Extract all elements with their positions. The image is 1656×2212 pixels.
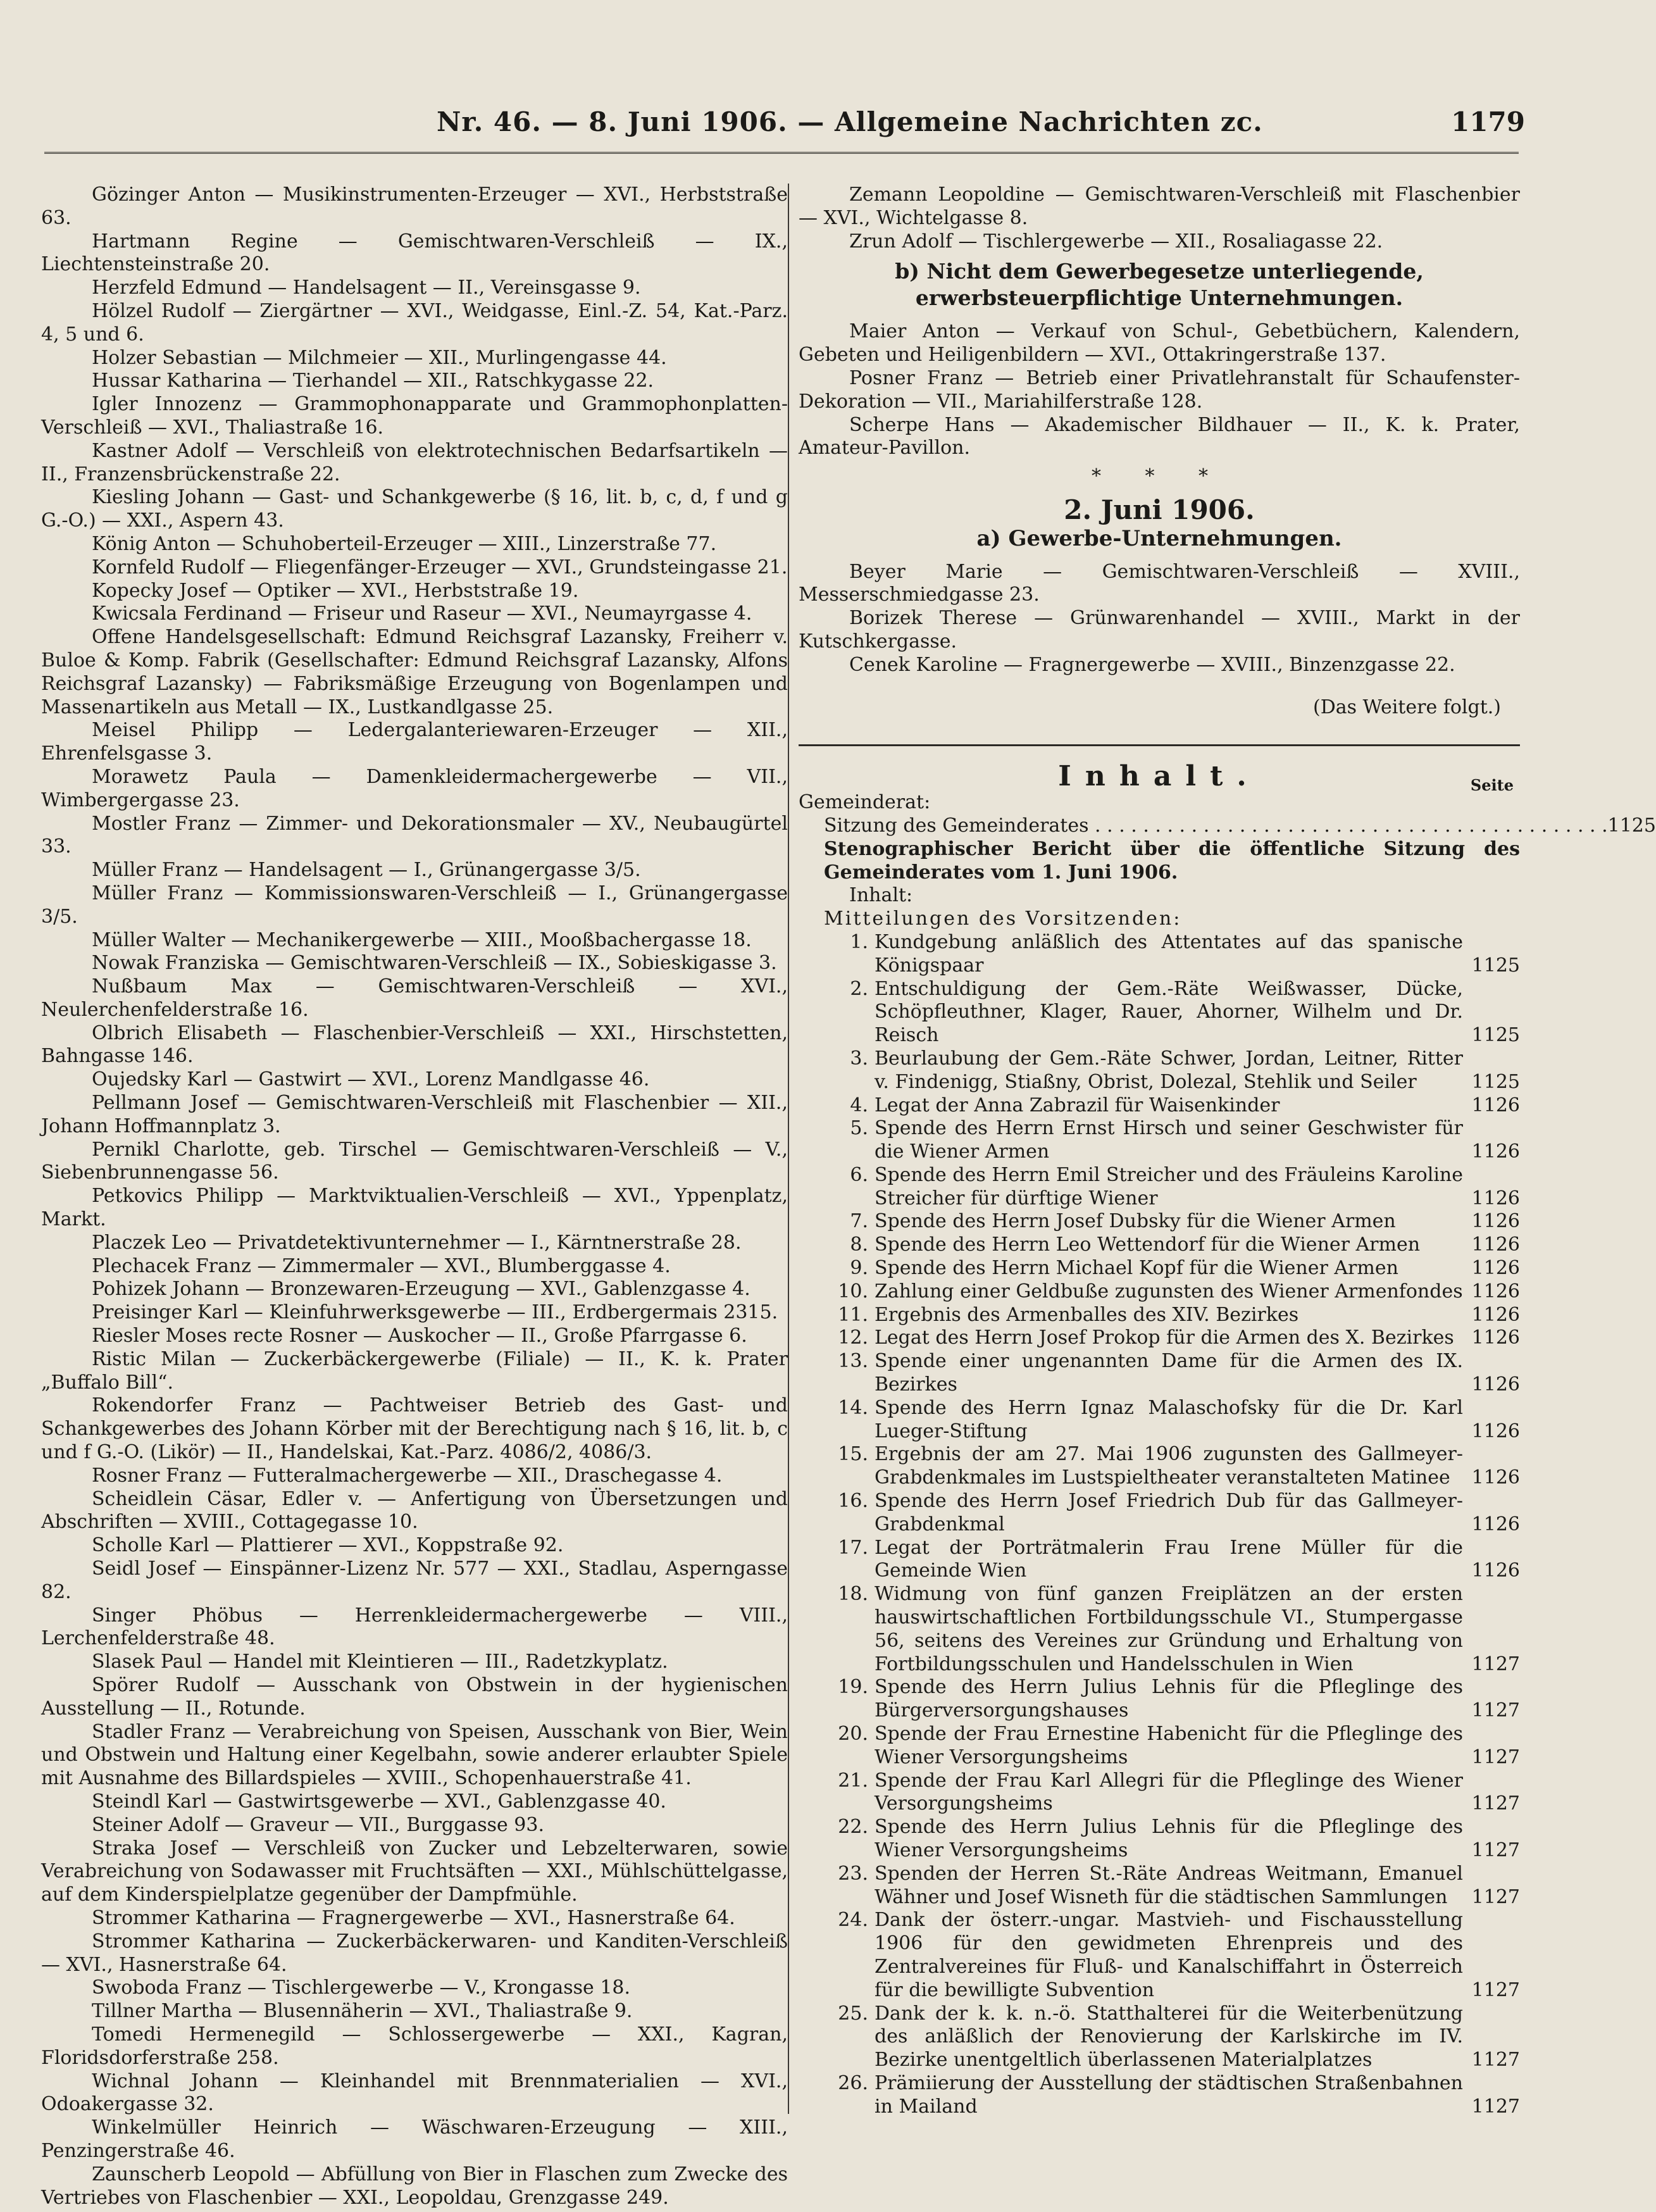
toc-item-text: Spende der Frau Karl Allegri für die Pfleglinge des Wiener Versorgungsheims [875, 1769, 1463, 1815]
toc-item-text: Legat der Porträtmalerin Frau Irene Müller für die Gemeinde Wien [875, 1536, 1463, 1582]
toc-item-text: Dank der k. k. n.-ö. Statthalterei für die Weiterbenützung des anläßlich der Renovierung der Karlskirche im IV. Bezirke unentgeltlich überlassenen Materialplatzes [875, 2002, 1463, 2071]
register-entry: Pohizek Johann — Bronzewaren-Erzeugung — XVI., Gablenzgasse 4. [92, 1278, 750, 1301]
toc-item-number: 17. [838, 1536, 868, 1559]
toc-item-page: 1126 [1471, 1559, 1520, 1582]
register-entry: Kornfeld Rudolf — Fliegenfänger-Erzeuger — XVI., Grundsteingasse 21. [92, 556, 788, 578]
toc-item [799, 1583, 1520, 1676]
toc-item-page: 1127 [1471, 1699, 1520, 1722]
toc-item [799, 1047, 1520, 1094]
toc-item-text: Spenden der Herren St.-Räte Andreas Weitmann, Emanuel Wähner und Josef Wisneth für die städtischen Sammlungen [875, 1862, 1463, 1908]
toc-item-text: Spende des Herrn Leo Wettendorf für die Wiener Armen [875, 1234, 1421, 1256]
toc-item-page: 1126 [1471, 1466, 1520, 1489]
toc-item-number: 22. [838, 1816, 868, 1839]
toc-item-number: 24. [838, 1909, 868, 1932]
toc-item [799, 1210, 1520, 1234]
toc-item-text: Dank der österr.-ungar. Mastvieh- und Fischausstellung 1906 für den gewidmeten Ehrenpreis und des Zentralvereines für Fluß- und Kanalschiffahrt in Österreich für die bewilligte Subvention [875, 1909, 1463, 2001]
toc-item-page: 1126 [1471, 1210, 1520, 1233]
toc-item-page: 1126 [1471, 1257, 1520, 1280]
register-entry: Hussar Katharina — Tierhandel — XII., Ratschkygasse 22. [92, 370, 654, 392]
register-entry: Swoboda Franz — Tischlergewerbe — V., Krongasse 18. [92, 1977, 631, 1999]
toc-item-page: 1127 [1471, 1653, 1520, 1675]
toc-item [799, 1327, 1520, 1350]
toc-item-text: Ergebnis des Armenballes des XIV. Bezirkes [875, 1303, 1299, 1326]
toc-title [799, 760, 1520, 795]
toc-item [799, 1863, 1520, 1909]
toc-item-text: Legat des Herrn Josef Prokop für die Armen des X. Bezirkes [875, 1327, 1454, 1349]
register-entry: Straka Josef — Verschleiß von Zucker und Lebzelterwaren, sowie Verabreichung von Sodawasser mit Fruchtsäften — XXI., Mühlschüttelgasse, auf dem Kinderspielplatze gegenüber der Dampfmühle. [41, 1837, 788, 1906]
toc-item-text: Ergebnis der am 27. Mai 1906 zugunsten des Gallmeyer-Grabdenkmales im Lustspieltheater veranstalteten Matinee [875, 1443, 1463, 1489]
toc-item-number: 14. [838, 1396, 868, 1419]
right-top-entries [799, 184, 1520, 253]
register-entry: Cenek Karoline — Fragnergewerbe — XVIII., Binzenzgasse 22. [849, 653, 1455, 676]
register-entry: Zaunscherb Leopold — Abfüllung von Bier in Flaschen zum Zwecke des Vertriebes von Flaschenbier — XXI., Leopoldau, Grenzgasse 249. [41, 2163, 788, 2209]
toc-item [799, 1676, 1520, 1723]
toc-bericht: Stenographischer Bericht über die öffentliche Sitzung des Gemeinderates vom 1. Juni 1906. [824, 837, 1520, 884]
toc-item-number: 9. [850, 1257, 868, 1280]
toc-sitzung-text: Sitzung des Gemeinderates . . . . . . . . . . . . . . . . . . . . . . . . . . . . . . . . . . . . . . . . . . . [824, 814, 1608, 837]
section-b-heading: b) Nicht dem Gewerbegesetze unterliegende, erwerbsteuerpflichtige Unternehmungen. [895, 259, 1424, 311]
toc-item-number: 11. [838, 1303, 868, 1326]
toc-item-number: 10. [838, 1280, 868, 1303]
register-entry: Stadler Franz — Verabreichung von Speisen, Ausschank von Bier, Wein und Obstwein und Haltung einer Kegelbahn, sowie anderer erlaubter Spiele mit Ausnahme des Billardspieles — XVIII., Schopenhauerstraße 41. [41, 1720, 788, 1790]
register-entry: Igler Innozenz — Grammophonapparate und Grammophonplatten-Verschleiß — XVI., Thaliastraße 16. [41, 393, 788, 439]
register-entry: Borizek Therese — Grünwarenhandel — XVIII., Markt in der Kutschkergasse. [799, 607, 1520, 653]
toc-item-text: Spende des Herrn Michael Kopf für die Wiener Armen [875, 1257, 1398, 1280]
toc-item-text: Widmung von fünf ganzen Freiplätzen an der ersten hauswirtschaftlichen Fortbildungsschule VI., Stumpergasse 56, seitens des Vereines zur Gründung und Erhaltung von Fortbildungsschulen und Handelsschulen in Wien [875, 1583, 1463, 1675]
toc-item [799, 1816, 1520, 1863]
toc-item-number: 5. [850, 1117, 868, 1140]
toc-item-number: 4. [850, 1094, 868, 1116]
toc-rule [799, 744, 1520, 746]
toc-item-number: 18. [838, 1583, 868, 1606]
toc-item [799, 1350, 1520, 1397]
toc-item-number: 21. [838, 1769, 868, 1792]
toc-item-page: 1126 [1471, 1280, 1520, 1303]
date-heading: 2. Juni 1906. [1064, 494, 1255, 525]
register-entry: Preisinger Karl — Kleinfuhrwerksgewerbe — III., Erdbergermais 2315. [92, 1301, 778, 1324]
toc-item-text: Spende der Frau Ernestine Habenicht für die Pfleglinge des Wiener Versorgungsheims [875, 1723, 1463, 1768]
register-entry: Nowak Franziska — Gemischtwaren-Verschleiß — IX., Sobieskigasse 3. [92, 952, 777, 975]
toc-item [799, 1094, 1520, 1118]
left-column [41, 184, 788, 2209]
register-entry: Pernikl Charlotte, geb. Tirschel — Gemischtwaren-Verschleiß — V., Siebenbrunnengasse 56. [41, 1138, 788, 1184]
page-number: 1179 [1451, 106, 1525, 137]
toc-item-page: 1126 [1471, 1234, 1520, 1256]
toc-gemeinderat-label: Gemeinderat: [799, 791, 931, 814]
register-entry: Strommer Katharina — Fragnergewerbe — XVI., Hasnerstraße 64. [92, 1906, 735, 1929]
toc-item [799, 1723, 1520, 1770]
toc-item-page: 1125 [1471, 1024, 1520, 1047]
toc-item-page: 1127 [1471, 2049, 1520, 2071]
toc-item-number: 20. [838, 1723, 868, 1746]
toc-item-text: Spende des Herrn Josef Friedrich Dub für das Gallmeyer-Grabdenkmal [875, 1490, 1463, 1535]
toc-item [799, 1537, 1520, 1584]
toc-item-text: Legat der Anna Zabrazil für Waisenkinder [875, 1094, 1280, 1116]
register-entry: Müller Franz — Kommissionswaren-Verschleiß — I., Grünangergasse 3/5. [41, 882, 788, 928]
register-entry: Mostler Franz — Zimmer- und Dekorationsmaler — XV., Neubaugürtel 33. [41, 812, 788, 858]
date-subheading: a) Gewerbe-Unternehmungen. [976, 525, 1342, 551]
toc-item [799, 978, 1520, 1047]
register-entry: Oujedsky Karl — Gastwirt — XVI., Lorenz Mandlgasse 46. [92, 1068, 650, 1091]
register-entry: Gözinger Anton — Musikinstrumenten-Erzeuger — XVI., Herbststraße 63. [41, 184, 788, 229]
toc-inhalt-label: Inhalt: [849, 884, 913, 907]
register-entry: Steindl Karl — Gastwirtsgewerbe — XVI., Gablenzgasse 40. [92, 1790, 666, 1813]
toc-title-text: Inhalt. [1058, 760, 1261, 793]
register-entry: Kopecky Josef — Optiker — XVI., Herbststraße 19. [92, 579, 579, 602]
toc-item [799, 2072, 1520, 2119]
column-divider [788, 184, 789, 2114]
toc-item-page: 1126 [1471, 1373, 1520, 1396]
date-entries [799, 561, 1520, 677]
register-entry: König Anton — Schuhoberteil-Erzeuger — XIII., Linzerstraße 77. [92, 532, 717, 555]
toc-item-text: Spende des Herrn Emil Streicher und des Fräuleins Karoline Streicher für dürftige Wiener [875, 1163, 1463, 1209]
toc-item-text: Spende des Herrn Ernst Hirsch und seiner Geschwister für die Wiener Armen [875, 1117, 1463, 1163]
toc-item-text: Spende einer ungenannten Dame für die Armen des IX. Bezirkes [875, 1350, 1463, 1396]
toc-item-page: 1127 [1471, 1885, 1520, 1908]
toc-item-page: 1126 [1471, 1420, 1520, 1442]
toc-item-page: 1125 [1471, 1070, 1520, 1093]
register-entry: Müller Walter — Mechanikergewerbe — XIII., Mooßbachergasse 18. [92, 928, 752, 951]
register-entry: Meisel Philipp — Ledergalanteriewaren-Erzeuger — XII., Ehrenfelsgasse 3. [41, 719, 788, 765]
toc-item-number: 19. [838, 1676, 868, 1699]
toc-item-text: Spende des Herrn Josef Dubsky für die Wiener Armen [875, 1210, 1396, 1233]
register-entry: Petkovics Philipp — Marktviktualien-Verschleiß — XVI., Yppenplatz, Markt. [41, 1185, 788, 1231]
header-rule [44, 144, 1519, 154]
register-entry: Offene Handelsgesellschaft: Edmund Reichsgraf Lazansky, Freiherr v. Buloe & Komp. Fabrik (Gesellschafter: Edmund Reichsgraf Lazansky, Alfons Reichsgraf Lazansky) — Fabriksmäßige Erzeugung von Bogenlampen und Massenartikeln aus Metall — IX., Lustkandlgasse 25. [41, 626, 788, 718]
register-entry: Steiner Adolf — Graveur — VII., Burggasse 93. [92, 1813, 545, 1836]
toc-item-text: Spende des Herrn Julius Lehnis für die Pfleglinge des Bürgerversorgungshauses [875, 1676, 1463, 1722]
register-entry: Scherpe Hans — Akademischer Bildhauer — II., K. k. Prater, Amateur-Pavillon. [799, 413, 1520, 459]
toc-item-text: Beurlaubung der Gem.-Räte Schwer, Jordan, Leitner, Ritter v. Findenigg, Stiaßny, Obrist, Dolezal, Stehlik und Seiler [875, 1047, 1463, 1093]
toc-item-number: 12. [838, 1327, 868, 1349]
register-entry: Slasek Paul — Handel mit Kleintieren — III., Radetzkyplatz. [92, 1651, 668, 1673]
toc-seite-label: Seite [1470, 776, 1514, 795]
register-entry: Tillner Martha — Blusennäherin — XVI., Thaliastraße 9. [92, 2000, 633, 2023]
toc-item-text: Spende des Herrn Julius Lehnis für die Pfleglinge des Wiener Versorgungsheims [875, 1816, 1463, 1861]
register-entry: Seidl Josef — Einspänner-Lizenz Nr. 577 — XXI., Stadlau, Asperngasse 82. [41, 1558, 788, 1603]
toc-sitzung-label: Sitzung des Gemeinderates [824, 814, 1089, 837]
toc-mitteilungen-label: Mitteilungen des Vorsitzenden: [824, 908, 1182, 930]
register-entry: Holzer Sebastian — Milchmeier — XII., Murlingengasse 44. [92, 346, 667, 369]
register-entry: Riesler Moses recte Rosner — Auskocher — II., Große Pfarrgasse 6. [92, 1325, 747, 1347]
toc-item-number: 2. [850, 977, 868, 1000]
toc-item [799, 1490, 1520, 1537]
register-entry: Tomedi Hermenegild — Schlossergewerbe — XXI., Kagran, Floridsdorferstraße 258. [41, 2023, 788, 2069]
toc-sitzung-page: 1125 [1607, 814, 1656, 837]
toc-item-number: 26. [838, 2071, 868, 2094]
toc-item [799, 1117, 1520, 1164]
register-entry: Wichnal Johann — Kleinhandel mit Brennmaterialien — XVI., Odoakergasse 32. [41, 2070, 788, 2116]
toc-item-text: Kundgebung anläßlich des Attentates auf das spanische Königspaar [875, 930, 1463, 977]
toc-item-number: 1. [850, 930, 868, 953]
toc-item-page: 1127 [1471, 2095, 1520, 2118]
register-entry: Placzek Leo — Privatdetektivunternehmer — I., Kärntnerstraße 28. [92, 1231, 742, 1254]
register-entry: Plechacek Franz — Zimmermaler — XVI., Blumberggasse 4. [92, 1254, 671, 1277]
register-entry: Rokendorfer Franz — Pachtweiser Betrieb des Gast- und Schankgewerbes des Johann Körber mit der Berechtigung nach § 16, lit. b, c und f G.-O. (Likör) — II., Handelskai, Kat.-Parz. 4086/2, 4086/3. [41, 1394, 788, 1464]
toc-item-number: 25. [838, 2002, 868, 2025]
register-entry: Pellmann Josef — Gemischtwaren-Verschleiß mit Flaschenbier — XII., Johann Hoffmannplatz 3. [41, 1092, 788, 1137]
toc-item [799, 1164, 1520, 1211]
toc-item [799, 1770, 1520, 1816]
register-entry: Kiesling Johann — Gast- und Schankgewerbe (§ 16, lit. b, c, d, f und g G.-O.) — XXI., Aspern 43. [41, 486, 788, 532]
section-stars: * * * [1091, 465, 1228, 488]
register-entry: Posner Franz — Betrieb einer Privatlehranstalt für Schaufenster-Dekoration — VII., Mariahilferstraße 128. [799, 366, 1520, 413]
register-entry: Beyer Marie — Gemischtwaren-Verschleiß — XVIII., Messerschmiedgasse 23. [799, 560, 1520, 606]
header-title: Nr. 46. — 8. Juni 1906. — Allgemeine Nachrichten zc. [437, 106, 1263, 137]
toc-item-number: 8. [850, 1234, 868, 1256]
toc-item-page: 1126 [1471, 1094, 1520, 1116]
toc-item-page: 1127 [1471, 1978, 1520, 2001]
toc-item [799, 1234, 1520, 1257]
toc-item [799, 1397, 1520, 1444]
register-entry: Kastner Adolf — Verschleiß von elektrotechnischen Bedarfsartikeln — II., Franzensbrückenstraße 22. [41, 439, 788, 485]
toc-item-page: 1126 [1471, 1140, 1520, 1163]
toc-item-page: 1127 [1471, 1746, 1520, 1768]
toc-item [799, 1304, 1520, 1327]
register-entry: Ristic Milan — Zuckerbäckergewerbe (Filiale) — II., K. k. Prater „Buffalo Bill“. [41, 1347, 788, 1394]
toc-item-number: 16. [838, 1490, 868, 1513]
toc-sitzung-line [824, 814, 1656, 838]
toc-item-number: 15. [838, 1443, 868, 1466]
register-entry: Rosner Franz — Futteralmachergewerbe — XII., Draschegasse 4. [92, 1464, 723, 1487]
toc-item [799, 931, 1520, 978]
toc-item-page: 1126 [1471, 1513, 1520, 1535]
register-entry: Nußbaum Max — Gemischtwaren-Verschleiß — XVI., Neulerchenfelderstraße 16. [41, 975, 788, 1021]
register-entry: Scheidlein Cäsar, Edler v. — Anfertigung von Übersetzungen und Abschriften — XVIII., Cottagegasse 10. [41, 1487, 788, 1534]
toc-item-number: 7. [850, 1210, 868, 1233]
toc-item-number: 23. [838, 1862, 868, 1885]
toc-item [799, 2003, 1520, 2072]
right-column [799, 184, 1656, 2119]
section-b-entries [799, 320, 1520, 460]
toc-item-page: 1126 [1471, 1303, 1520, 1326]
register-entry: Maier Anton — Verkauf von Schul-, Gebetbüchern, Kalendern, Gebeten und Heiligenbildern — XVI., Ottakringerstraße 137. [799, 320, 1520, 366]
register-entry: Hölzel Rudolf — Ziergärtner — XVI., Weidgasse, Einl.-Z. 54, Kat.-Parz. 4, 5 und 6. [41, 299, 788, 346]
register-entry: Strommer Katharina — Zuckerbäckerwaren- und Kanditen-Verschleiß — XVI., Hasnerstraße 64. [41, 1930, 788, 1976]
toc-item-number: 3. [850, 1047, 868, 1070]
register-entry: Scholle Karl — Plattierer — XVI., Koppstraße 92. [92, 1534, 564, 1557]
register-entry: Winkelmüller Heinrich — Wäschwaren-Erzeugung — XIII., Penzingerstraße 46. [41, 2116, 788, 2162]
toc-item-text: Spende des Herrn Ignaz Malaschofsky für die Dr. Karl Lueger-Stiftung [875, 1396, 1463, 1442]
register-entry: Müller Franz — Handelsagent — I., Grünangergasse 3/5. [92, 859, 641, 882]
continued-note: (Das Weitere folgt.) [1312, 696, 1501, 718]
register-entry: Singer Phöbus — Herrenkleidermachergewerbe — VIII., Lerchenfelderstraße 48. [41, 1604, 788, 1650]
toc-item-page: 1127 [1471, 1839, 1520, 1861]
register-entry: Morawetz Paula — Damenkleidermachergewerbe — VII., Wimbergergasse 23. [41, 765, 788, 811]
toc-item [799, 1909, 1520, 2002]
register-entry: Kwicsala Ferdinand — Friseur und Raseur — XVI., Neumayrgasse 4. [92, 603, 752, 625]
register-entry: Herzfeld Edmund — Handelsagent — II., Vereinsgasse 9. [92, 277, 641, 299]
toc-item [799, 1443, 1520, 1490]
register-entry: Zemann Leopoldine — Gemischtwaren-Verschleiß mit Flaschenbier — XVI., Wichtelgasse 8. [799, 184, 1520, 229]
toc-item-page: 1127 [1471, 1792, 1520, 1815]
toc-item [799, 1280, 1520, 1304]
toc-item-text: Prämiierung der Ausstellung der städtischen Straßenbahnen in Mailand [875, 2071, 1463, 2118]
toc-item-number: 13. [838, 1350, 868, 1373]
toc-item-text: Zahlung einer Geldbuße zugunsten des Wiener Armenfondes [875, 1280, 1463, 1303]
toc-item-page: 1126 [1471, 1327, 1520, 1349]
toc-item-page: 1126 [1471, 1187, 1520, 1209]
toc-item-number: 6. [850, 1163, 868, 1186]
toc-item-text: Entschuldigung der Gem.-Räte Weißwasser, Dücke, Schöpfleuthner, Klager, Rauer, Ahorner, Wilhelm und Dr. Reisch [875, 977, 1463, 1047]
toc-items [799, 931, 1520, 2119]
register-entry: Olbrich Elisabeth — Flaschenbier-Verschleiß — XXI., Hirschstetten, Bahngasse 146. [41, 1022, 788, 1068]
toc-item [799, 1257, 1520, 1280]
register-entry: Zrun Adolf — Tischlergewerbe — XII., Rosaliagasse 22. [849, 230, 1383, 253]
register-entry: Spörer Rudolf — Ausschank von Obstwein in der hygienischen Ausstellung — II., Rotunde. [41, 1674, 788, 1720]
register-entry: Hartmann Regine — Gemischtwaren-Verschleiß — IX., Liechtensteinstraße 20. [41, 230, 788, 276]
toc-item-page: 1125 [1471, 954, 1520, 977]
